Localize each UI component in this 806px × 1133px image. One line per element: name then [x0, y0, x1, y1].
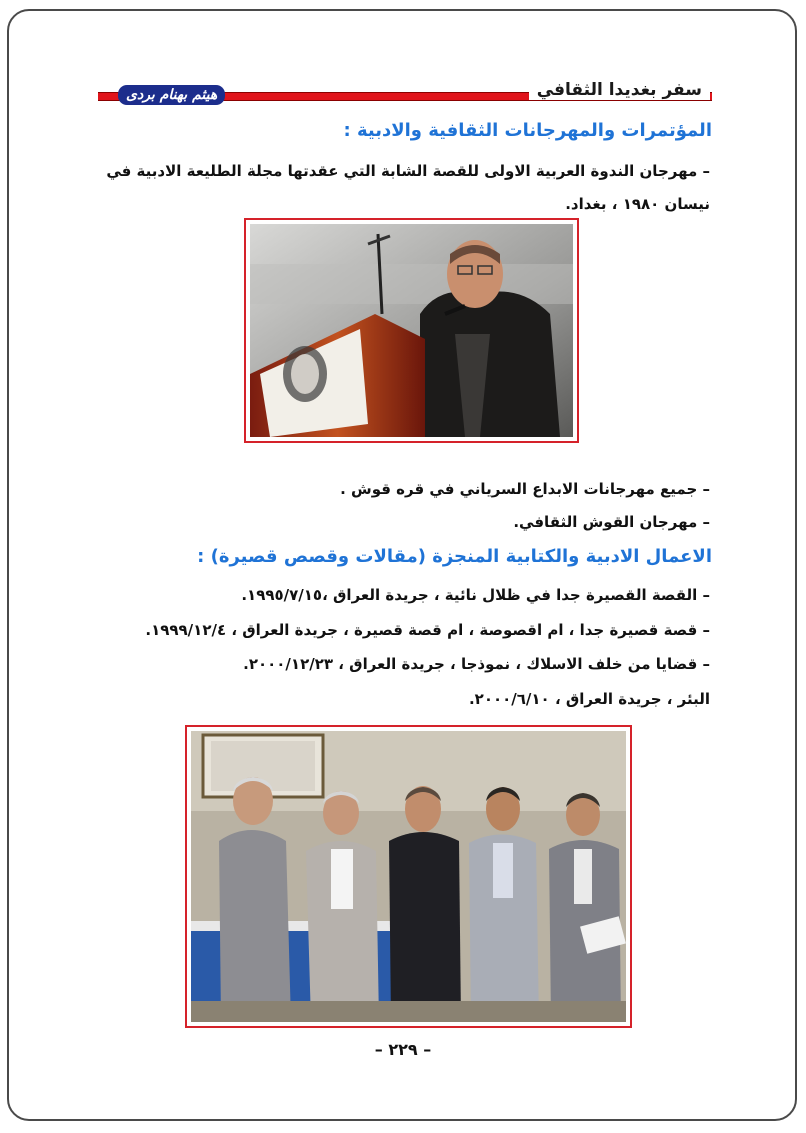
list-item-work-2: – قصة قصيرة جدا ، ام اقصوصة ، ام قصة قصيرة ، جريدة العراق ، ١٩٩٩/١٢/٤. [145, 621, 710, 639]
list-item-work-3: – قضايا من خلف الاسلاك ، نموذجا ، جريدة العراق ، ٢٠٠٠/١٢/٢٣. [243, 655, 710, 673]
photo-speaker-frame [244, 218, 579, 443]
photo-speaker-image [250, 224, 573, 437]
paragraph-festival-line1: – مهرجان الندوة العربية الاولى للقصة الشابة التي عقدتها مجلة الطليعة الادبية في [106, 162, 710, 180]
paragraph-festival-line2: نيسان ١٩٨٠ ، بغداد. [565, 195, 710, 213]
photo-group [191, 731, 626, 1022]
photo-group-frame [185, 725, 632, 1028]
author-name: هيثم بهنام بردى [118, 85, 225, 105]
book-title: سفر بغديدا الثقافي [529, 80, 710, 100]
section-heading-conferences: المؤتمرات والمهرجانات الثقافية والادبية : [343, 120, 712, 141]
photo-speaker [250, 224, 573, 437]
list-item-syriac-festivals: – جميع مهرجانات الابداع السرياني في قره قوش . [340, 480, 710, 498]
list-item-work-4: البئر ، جريدة العراق ، ٢٠٠٠/٦/١٠. [468, 690, 710, 708]
list-item-work-1: – القصة القصيرة جدا في ظلال نائية ، جريدة العراق ،١٩٩٥/٧/١٥. [241, 586, 710, 604]
photo-group-image [191, 731, 626, 1022]
list-item-alqosh-festival: – مهرجان القوش الثقافي. [513, 513, 710, 531]
page-number: – ٢٢٩ – [374, 1040, 432, 1059]
section-heading-works: الاعمال الادبية والكتابية المنجزة (مقالات وقصص قصيرة) : [197, 546, 712, 567]
